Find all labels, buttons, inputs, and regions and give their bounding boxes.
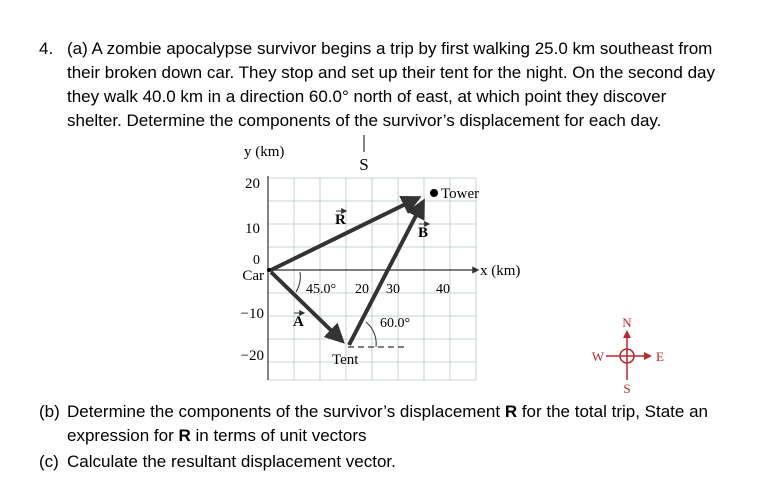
y-axis-label: y (km) xyxy=(244,144,285,160)
y-tick-20: 20 xyxy=(245,176,260,192)
grid xyxy=(268,178,476,380)
tent-label: Tent xyxy=(332,352,359,368)
question-number: 4. xyxy=(39,39,54,58)
part-a-line-1: (a) A zombie apocalypse survivor begins a trip by first walking 25.0 km southeast from xyxy=(67,39,713,58)
vector-b-label: B xyxy=(418,225,429,241)
tower-point xyxy=(430,189,438,197)
x-tick-20: 20 xyxy=(355,282,369,297)
part-a-line-3: they walk 40.0 km in a direction 60.0° north of east, at which point they discover xyxy=(67,87,667,106)
part-c-line-1: Calculate the resultant displacement vector. xyxy=(67,452,396,471)
compass-south: S xyxy=(623,381,631,396)
angle-a-label: 45.0° xyxy=(306,282,337,297)
stray-symbol: S xyxy=(359,155,369,174)
x-axis-label: x (km) xyxy=(480,263,521,279)
x-tick-40: 40 xyxy=(436,282,450,297)
compass-north: N xyxy=(622,315,632,330)
part-b-label: (b) xyxy=(39,402,60,421)
compass-icon xyxy=(592,315,664,396)
vector-r-bold: R xyxy=(178,426,191,445)
vector-a-label: A xyxy=(293,314,304,330)
car-point xyxy=(267,268,271,272)
y-tick-neg-20: −20 xyxy=(240,348,264,364)
part-a-line-2: their broken down car. They stop and set up their tent for the night. On the second day xyxy=(67,63,715,82)
compass-west: W xyxy=(591,349,604,364)
tower-label: Tower xyxy=(441,186,480,202)
car-label: Car xyxy=(242,268,264,284)
angle-arc-a xyxy=(296,272,300,292)
part-c-label: (c) xyxy=(39,452,59,471)
part-a-line-4: shelter. Determine the components of the survivor’s displacement for each day. xyxy=(67,111,662,130)
part-b-line-2: expression for R in terms of unit vectors xyxy=(67,426,367,445)
part-b-line-1: Determine the components of the survivor’s displacement R for the total trip, State an xyxy=(67,402,708,421)
y-tick-10: 10 xyxy=(245,221,260,237)
y-tick-0: 0 xyxy=(253,253,260,268)
vector-r-arrow xyxy=(271,198,418,270)
vector-r-label: R xyxy=(335,212,346,228)
compass-east: E xyxy=(656,349,664,364)
angle-arc-b xyxy=(366,322,376,347)
y-tick-neg-10: −10 xyxy=(240,306,264,322)
angle-b-label: 60.0° xyxy=(380,316,411,331)
vector-r-bold: R xyxy=(504,402,518,421)
x-tick-30: 30 xyxy=(386,282,400,297)
